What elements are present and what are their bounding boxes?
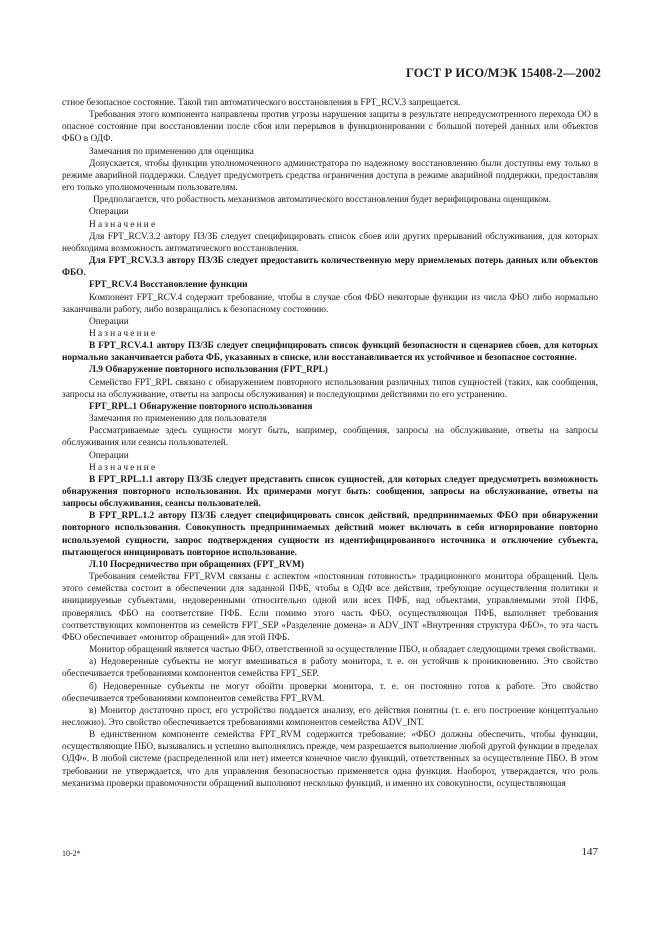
subheading-spaced: Назначение [89, 219, 158, 230]
standard-header: ГОСТ Р ИСО/МЭК 15408-2—2002 [405, 66, 601, 80]
paragraph: Предполагается, что робастность механизмов автоматического восстановления будет верифицирована оценщиком. [93, 195, 552, 206]
paragraph: Семейство FPT_RPL связано с обнаружением повторного использования различных типов сущностей (таких, как сообщения, запросы на обслуживание, ответы на запросы обслуживания) и последующими действиями по его устранению. [62, 377, 598, 400]
section-heading: Л.10 Посредничество при обращениях (FPT_RVM) [89, 559, 304, 570]
subheading: Замечания по применению для оценщика [89, 146, 254, 157]
section-heading: Л.9 Обнаружение повторного использования (FPT_RPL) [89, 365, 328, 376]
list-item: в) Монитор достаточно прост, его устройство поддается анализу, его действия понятны (т. е. его построение концептуально несложно). Это свойство обеспечивается требованиями компонентов семейства ADV_INT. [62, 705, 598, 728]
paragraph: стное безопасное состояние. Такой тип автоматического восстановления в FPT_RCV.3 запрещается. [62, 98, 461, 108]
component-heading: FPT_RPL.1 Обнаружение повторного использования [89, 401, 313, 412]
paragraph: Рассматриваемые здесь сущности могут быть, например, сообщения, запросы на обслуживание, ответы на запросы обслуживания или сеансы пользователей. [62, 426, 598, 449]
footer-signature-mark: 10-2* [62, 849, 81, 858]
paragraph: Требования этого компонента направлены против угрозы нарушения защиты в результате непредусмотренного перехода ОО в опасное состояние при восстановлении после сбоя или перерывов в функционировании с большой потерей данных или объектов ФБО в ОДФ. [62, 110, 598, 145]
subheading-spaced: Назначение [89, 328, 158, 339]
page-number: 147 [581, 846, 598, 858]
paragraph: Для FPT_RCV.3.2 автору ПЗ/ЗБ следует специфицировать список сбоев или других прерываний обслуживания, для которых необходима возможность автоматического восстановления. [62, 231, 598, 254]
paragraph: В единственном компоненте семейства FPT_RVM содержится требование: «ФБО должны обеспечить, чтобы функции, осуществляющие ПБО, вызывались и успешно выполнялись прежде, чем разрешается выполнение любой другой функции в пределах ОДФ». В любой системе (распределенной или нет) имеется конечное число функций, ответственных за осуществление ПБО. В этом требовании не утверждается, что для управления безопасностью применяется одна функция. Наоборот, утверждается, что роль механизма проверки правомочности обращений выполняют несколько функций, и именно их совокупности, осуществляющая [62, 730, 598, 789]
paragraph: Требования семейства FPT_RVM связаны с аспектом «постоянная готовность» традиционного монитора обращений. Цель этого семейства состоит в обеспечении для заданной ПФБ, чтобы в ОДФ все действия, требующие осуществления политики и инициируемые субъектами, недоверенными относительно одной или всех ПФБ, над объектами, управляемыми этой ПФБ, проверялись ФБО на соответствие ПФБ. Если помимо этого часть ФБО, осуществляющая ПФБ, выполняет требования соответствующих компонентов из семейств FPT_SEP «Разделение домена» и ADV_INT «Внутренняя структура ФБО», то эта часть ФБО обеспечивает «монитор обращений» для этой ПФБ. [62, 572, 598, 643]
subheading: Операции [89, 450, 129, 461]
component-heading: FPT_RCV.4 Восстановление функции [89, 280, 248, 291]
list-item: а) Недоверенные субъекты не могут вмешиваться в работу монитора, т. е. он устойчив к проникновению. Это свойство обеспечивается требованиями компонентов семейства FPT_SEP. [62, 657, 598, 680]
subheading-spaced: Назначение [89, 462, 158, 473]
paragraph-bold: В FPT_RCV.4.1 автору ПЗ/ЗБ следует специфицировать список функций безопасности и сценариев сбоев, для которых нормально заканчивается работа ФБ, указанных в списке, или восстанавливается их устойчивое и безопасное состояние. [62, 341, 598, 364]
paragraph: Допускается, чтобы функции уполномоченного администратора по надежному восстановлению были доступны ему только в режиме аварийной поддержки. Следует предусмотреть средства ограничения доступа в режиме аварийной поддержки, предоставляя его только уполномоченным пользователям. [62, 158, 598, 194]
list-item: б) Недоверенные субъекты не могут обойти проверки монитора, т. е. он постоянно готов к работе. Это свойство обеспечивается требованиями компонентов семейства FPT_RVM. [62, 681, 598, 704]
subheading: Замечания по применению для пользователя [89, 414, 267, 425]
paragraph-bold: В FPT_RPL.1.2 автору ПЗ/ЗБ следует специфицировать список действий, предпринимаемых ФБО при обнаружении повторного использования. Совокупность предпринимаемых действий может включать в себя игнорирование повторно используемой сущности, запрос подтверждения сущности из идентифицированного источника и отключение субъекта, пытающегося инициировать повторное использование. [62, 511, 598, 558]
subheading: Операции [89, 207, 129, 218]
subheading: Операции [89, 316, 129, 327]
paragraph-bold: Для FPT_RCV.3.3 автору ПЗ/ЗБ следует предоставить количественную меру приемлемых потерь данных или объектов ФБО. [62, 256, 598, 279]
page-body [62, 97, 598, 790]
paragraph-bold: В FPT_RPL.1.1 автору ПЗ/ЗБ следует представить список сущностей, для которых следует предусмотреть возможность обнаружения повторного использования. Их примерами могут быть: сообщения, запросы на обслуживание, ответы на запросы обслуживания, сеансы пользователей. [62, 474, 598, 510]
paragraph: Компонент FPT_RCV.4 содержит требование, чтобы в случае сбоя ФБО некоторые функции из числа ФБО либо нормально заканчивали работу, либо возвращались к безопасному состоянию. [62, 292, 598, 315]
paragraph: Монитор обращений является частью ФБО, ответственной за осуществление ПБО, и обладает следующими тремя свойствами. [89, 645, 596, 656]
